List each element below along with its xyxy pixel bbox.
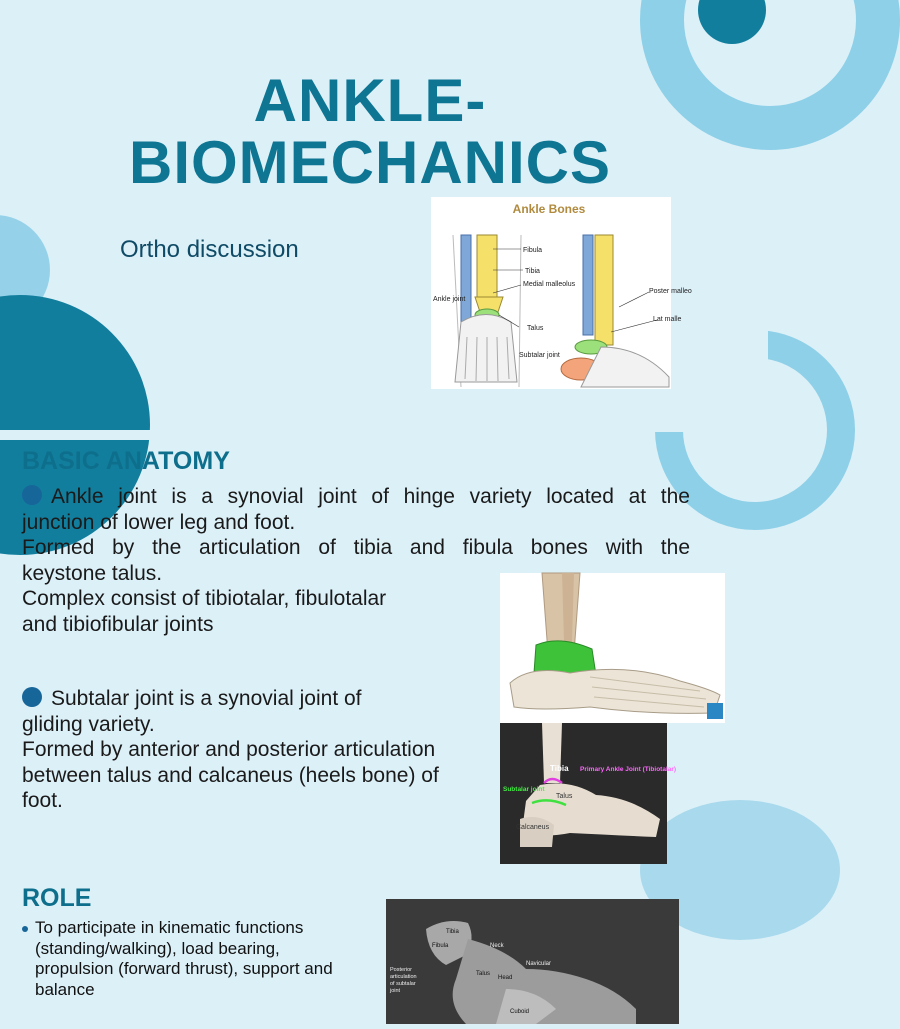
p2-line-5: foot. <box>22 789 63 812</box>
p2-line-4: between talus and calcaneus (heels bone) of <box>22 763 439 787</box>
label-primary-ankle-joint: Primary Ankle Joint (Tibiotalar) <box>580 766 677 773</box>
page-title <box>0 67 740 196</box>
ankle-ligament-illustration <box>500 573 725 723</box>
p1-line-3: Formed by the articulation of tibia and fibula bones with the <box>22 536 690 559</box>
ankle-bones-image <box>431 197 692 389</box>
bullet-dot-icon <box>22 926 28 932</box>
label-fibula: Fibula <box>432 943 449 949</box>
role-item-1: To participate in kinematic functions (standing/walking), load bearing, propulsion (forward thrust), support and balance <box>35 918 333 999</box>
label-navicular: Navicular <box>526 961 552 967</box>
subtalar-joint-illustration <box>386 899 679 1024</box>
p1-line-4: keystone talus. <box>22 561 163 585</box>
primary-ankle-joint-image <box>500 723 677 864</box>
label-tibia: Tibia <box>525 268 540 275</box>
label-talus: Talus <box>476 971 491 977</box>
subtalar-joint-image <box>386 899 679 1024</box>
label-calcaneus: Calcaneus <box>516 824 550 831</box>
label-subtalar-joint: Subtalar joint <box>519 352 560 359</box>
ankle-ligament-image <box>500 573 725 723</box>
label-talus: Talus <box>556 793 573 800</box>
p2-line-3: Formed by anterior and posterior articulation <box>22 738 436 761</box>
p1-line-5: Complex consist of tibiotalar, fibulotalar <box>22 587 387 610</box>
label-lateral-malleolus: Lat malle <box>653 316 682 323</box>
primary-ankle-joint-illustration <box>500 723 677 864</box>
label-neck: Neck <box>490 943 504 949</box>
anatomy-paragraph-2 <box>22 686 502 814</box>
label-ankle-joint: Ankle joint <box>433 296 466 303</box>
title-line-1: ANKLE- <box>253 67 487 134</box>
ankle-bones-title: Ankle Bones <box>512 202 586 216</box>
label-posterior-articulation: Posterior articulation of subtalar joint <box>390 967 417 994</box>
label-tibia: Tibia <box>446 929 459 935</box>
title-line-2: BIOMECHANICS <box>128 129 611 196</box>
label-subtalar-joint: Subtalar joint <box>503 786 545 793</box>
label-fibula: Fibula <box>523 247 543 254</box>
deco-mask <box>0 430 200 440</box>
label-head: Head <box>498 975 513 981</box>
role-heading: ROLE <box>22 884 92 912</box>
p1-line-2: junction of lower leg and foot. <box>22 510 296 534</box>
bullet-dot-icon <box>22 687 42 707</box>
label-talus: Talus <box>527 325 544 332</box>
subtitle: Ortho discussion <box>120 236 299 263</box>
label-cuboid: Cuboid <box>510 1009 530 1015</box>
p1-line-6: and tibiofibular joints <box>22 612 214 636</box>
label-posterior-malleolus: Poster malleo <box>649 288 692 295</box>
list-item <box>22 918 362 1000</box>
p2-line-1: Subtalar joint is a synovial joint of <box>51 687 362 710</box>
ankle-bones-illustration <box>431 197 692 389</box>
p2-line-2: gliding variety. <box>22 712 155 736</box>
p1-line-1: Ankle joint is a synovial joint of hinge variety located at the <box>51 485 690 508</box>
label-tibia: Tibia <box>550 764 569 773</box>
bullet-dot-icon <box>22 485 42 505</box>
role-list <box>22 918 362 1000</box>
label-medial-malleolus: Medial malleolus <box>523 281 576 288</box>
basic-anatomy-heading: BASIC ANATOMY <box>22 447 230 475</box>
